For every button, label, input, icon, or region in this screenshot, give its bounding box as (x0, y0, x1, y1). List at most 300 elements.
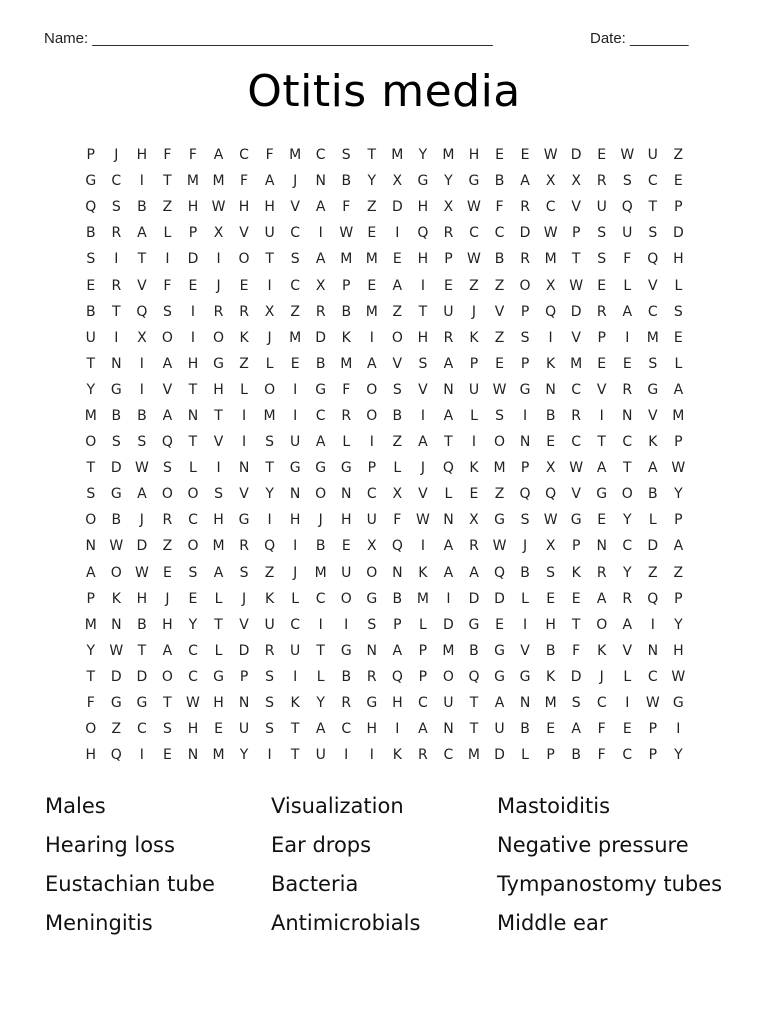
grid-letter[interactable]: R (622, 381, 633, 398)
grid-letter[interactable]: E (673, 329, 683, 346)
grid-letter[interactable]: D (443, 616, 454, 633)
grid-letter[interactable]: H (366, 721, 378, 738)
grid-letter[interactable]: I (241, 407, 247, 424)
grid-letter[interactable]: V (494, 303, 505, 320)
grid-letter[interactable]: Y (188, 616, 198, 633)
grid-letter[interactable]: W (109, 538, 124, 555)
grid-letter[interactable]: L (316, 668, 325, 685)
grid-letter[interactable]: T (86, 668, 96, 685)
grid-letter[interactable]: O (85, 434, 97, 451)
grid-letter[interactable]: N (443, 512, 454, 529)
grid-letter[interactable]: V (162, 381, 173, 398)
grid-letter[interactable]: S (86, 486, 96, 503)
grid-letter[interactable]: Z (239, 355, 249, 372)
grid-letter[interactable]: V (239, 225, 249, 242)
grid-letter[interactable]: M (365, 303, 378, 320)
grid-letter[interactable]: I (216, 460, 221, 477)
grid-letter[interactable]: S (673, 303, 683, 320)
grid-letter[interactable]: E (495, 147, 504, 164)
grid-letter[interactable]: L (674, 355, 683, 372)
grid-letter[interactable]: M (314, 564, 327, 581)
grid-letter[interactable]: R (443, 225, 454, 242)
grid-letter[interactable]: R (520, 251, 530, 268)
grid-letter[interactable]: M (442, 642, 455, 659)
grid-letter[interactable]: G (570, 512, 582, 529)
grid-letter[interactable]: W (671, 460, 686, 477)
grid-letter[interactable]: B (315, 355, 326, 372)
grid-letter[interactable]: L (521, 590, 529, 607)
grid-letter[interactable]: E (546, 434, 556, 451)
grid-letter[interactable]: Q (391, 538, 403, 555)
grid-letter[interactable]: F (163, 147, 172, 164)
grid-letter[interactable]: G (110, 486, 122, 503)
grid-letter[interactable]: M (340, 355, 353, 372)
grid-letter[interactable]: G (340, 642, 352, 659)
grid-letter[interactable]: J (318, 512, 323, 529)
grid-letter[interactable]: G (672, 695, 684, 712)
grid-letter[interactable]: I (139, 381, 144, 398)
grid-letter[interactable]: H (213, 512, 224, 529)
grid-letter[interactable]: Q (494, 564, 506, 581)
grid-letter[interactable]: X (137, 329, 147, 346)
grid-letter[interactable]: E (188, 590, 198, 607)
grid-letter[interactable]: A (315, 434, 326, 451)
grid-letter[interactable]: I (420, 407, 425, 424)
grid-letter[interactable]: I (293, 381, 298, 398)
grid-letter[interactable]: J (523, 538, 528, 555)
grid-letter[interactable]: Q (519, 486, 531, 503)
grid-letter[interactable]: Q (545, 303, 557, 320)
grid-letter[interactable]: I (318, 225, 323, 242)
grid-letter[interactable]: M (365, 251, 378, 268)
grid-letter[interactable]: O (494, 434, 506, 451)
grid-letter[interactable]: K (265, 590, 275, 607)
grid-letter[interactable]: P (418, 668, 428, 685)
grid-letter[interactable]: C (188, 668, 198, 685)
grid-letter[interactable]: C (315, 407, 326, 424)
grid-letter[interactable]: Q (264, 538, 276, 555)
grid-letter[interactable]: I (267, 277, 272, 294)
grid-letter[interactable]: W (134, 564, 149, 581)
grid-letter[interactable]: F (342, 381, 351, 398)
grid-letter[interactable]: V (571, 486, 581, 503)
grid-letter[interactable]: I (369, 329, 374, 346)
grid-letter[interactable]: L (189, 460, 197, 477)
grid-letter[interactable]: R (520, 199, 530, 216)
grid-letter[interactable]: Z (494, 486, 505, 503)
grid-letter[interactable]: O (187, 486, 199, 503)
grid-letter[interactable]: U (647, 147, 658, 164)
grid-letter[interactable]: I (523, 407, 528, 424)
grid-letter[interactable]: W (134, 460, 149, 477)
grid-letter[interactable]: N (443, 721, 454, 738)
grid-letter[interactable]: G (110, 695, 122, 712)
grid-letter[interactable]: T (137, 251, 147, 268)
grid-letter[interactable]: D (519, 225, 531, 242)
grid-letter[interactable]: S (367, 616, 377, 633)
grid-letter[interactable]: C (417, 695, 428, 712)
grid-letter[interactable]: G (647, 381, 659, 398)
grid-letter[interactable]: I (650, 616, 655, 633)
grid-letter[interactable]: D (315, 329, 327, 346)
grid-letter[interactable]: H (136, 590, 148, 607)
grid-letter[interactable]: O (366, 564, 378, 581)
grid-letter[interactable]: I (190, 303, 196, 320)
grid-letter[interactable]: N (187, 747, 199, 764)
grid-letter[interactable]: H (468, 147, 480, 164)
grid-letter[interactable]: T (188, 434, 198, 451)
grid-letter[interactable]: N (392, 564, 403, 581)
grid-letter[interactable]: S (265, 721, 275, 738)
grid-letter[interactable]: P (597, 329, 606, 346)
grid-letter[interactable]: B (137, 407, 147, 424)
grid-letter[interactable]: V (520, 642, 530, 659)
grid-letter[interactable]: K (469, 460, 479, 477)
grid-letter[interactable]: G (213, 355, 224, 372)
grid-letter[interactable]: J (293, 564, 298, 581)
grid-letter[interactable]: G (417, 173, 429, 190)
grid-letter[interactable]: B (315, 538, 326, 555)
grid-letter[interactable]: W (671, 668, 686, 685)
grid-letter[interactable]: O (85, 721, 97, 738)
grid-letter[interactable]: T (163, 173, 172, 190)
grid-letter[interactable]: O (315, 486, 327, 503)
grid-letter[interactable]: C (647, 303, 658, 320)
grid-letter[interactable]: O (621, 486, 633, 503)
grid-letter[interactable]: T (214, 407, 223, 424)
grid-letter[interactable]: K (597, 642, 607, 659)
grid-letter[interactable]: I (344, 747, 349, 764)
grid-letter[interactable]: V (418, 381, 428, 398)
grid-letter[interactable]: A (571, 721, 581, 738)
grid-letter[interactable]: O (391, 329, 403, 346)
grid-letter[interactable]: E (597, 512, 607, 529)
grid-letter[interactable]: L (470, 407, 478, 424)
grid-letter[interactable]: Y (674, 747, 683, 764)
grid-letter[interactable]: K (469, 329, 479, 346)
grid-letter[interactable]: U (85, 329, 96, 346)
grid-letter[interactable]: E (367, 277, 377, 294)
grid-letter[interactable]: W (211, 199, 226, 216)
grid-letter[interactable]: S (137, 434, 147, 451)
grid-letter[interactable]: A (137, 225, 147, 242)
grid-letter[interactable]: N (111, 616, 122, 633)
grid-letter[interactable]: X (469, 512, 479, 529)
grid-letter[interactable]: T (163, 695, 172, 712)
grid-letter[interactable]: C (494, 225, 505, 242)
grid-letter[interactable]: O (519, 277, 531, 294)
grid-letter[interactable]: T (112, 303, 121, 320)
grid-letter[interactable]: Y (418, 147, 428, 164)
grid-letter[interactable]: B (520, 564, 530, 581)
grid-letter[interactable]: E (188, 277, 198, 294)
grid-letter[interactable]: X (443, 199, 454, 216)
grid-letter[interactable]: K (571, 564, 581, 581)
grid-letter[interactable]: O (161, 668, 173, 685)
date-field-label[interactable]: Date: _______ (590, 30, 689, 47)
grid-letter[interactable]: P (571, 538, 581, 555)
grid-letter[interactable]: I (369, 434, 374, 451)
grid-letter[interactable]: S (622, 173, 632, 190)
grid-letter[interactable]: G (468, 173, 480, 190)
grid-letter[interactable]: U (238, 721, 250, 738)
grid-letter[interactable]: M (570, 355, 583, 372)
grid-letter[interactable]: O (187, 538, 199, 555)
grid-letter[interactable]: A (418, 434, 428, 451)
grid-letter[interactable]: B (341, 668, 352, 685)
grid-letter[interactable]: V (648, 407, 658, 424)
grid-letter[interactable]: H (673, 642, 684, 659)
grid-letter[interactable]: D (136, 668, 148, 685)
grid-letter[interactable]: S (418, 355, 428, 372)
grid-letter[interactable]: Z (264, 564, 275, 581)
grid-letter[interactable]: C (596, 695, 607, 712)
grid-letter[interactable]: T (648, 199, 658, 216)
grid-letter[interactable]: H (213, 381, 224, 398)
grid-letter[interactable]: I (267, 512, 272, 529)
grid-letter[interactable]: Z (290, 303, 300, 320)
grid-letter[interactable]: C (571, 381, 582, 398)
grid-letter[interactable]: S (265, 695, 275, 712)
grid-letter[interactable]: A (392, 642, 403, 659)
grid-letter[interactable]: F (597, 721, 606, 738)
grid-letter[interactable]: G (519, 668, 531, 685)
grid-letter[interactable]: R (239, 303, 249, 320)
grid-letter[interactable]: C (622, 747, 633, 764)
grid-letter[interactable]: C (622, 538, 633, 555)
grid-letter[interactable]: C (188, 512, 198, 529)
grid-letter[interactable]: T (86, 460, 96, 477)
grid-letter[interactable]: T (571, 251, 581, 268)
grid-letter[interactable]: P (469, 355, 479, 372)
grid-letter[interactable]: N (443, 381, 454, 398)
grid-letter[interactable]: G (289, 460, 301, 477)
grid-letter[interactable]: S (341, 147, 351, 164)
grid-letter[interactable]: Q (621, 199, 633, 216)
grid-letter[interactable]: C (290, 277, 301, 294)
grid-letter[interactable]: D (110, 460, 122, 477)
grid-letter[interactable]: C (239, 147, 249, 164)
grid-letter[interactable]: F (495, 199, 504, 216)
grid-letter[interactable]: D (570, 668, 582, 685)
grid-letter[interactable]: I (446, 590, 451, 607)
grid-letter[interactable]: W (645, 695, 660, 712)
grid-letter[interactable]: I (369, 747, 374, 764)
grid-letter[interactable]: C (647, 668, 658, 685)
grid-letter[interactable]: K (290, 695, 300, 712)
grid-letter[interactable]: C (571, 434, 582, 451)
grid-letter[interactable]: Q (647, 590, 659, 607)
grid-letter[interactable]: G (494, 512, 505, 529)
grid-letter[interactable]: S (265, 668, 275, 685)
grid-letter[interactable]: X (545, 173, 556, 190)
grid-letter[interactable]: G (366, 590, 378, 607)
grid-letter[interactable]: F (86, 695, 95, 712)
grid-letter[interactable]: Q (136, 303, 148, 320)
grid-letter[interactable]: T (290, 747, 300, 764)
grid-letter[interactable]: W (109, 642, 124, 659)
grid-letter[interactable]: N (622, 407, 633, 424)
grid-letter[interactable]: W (467, 199, 481, 216)
grid-letter[interactable]: I (523, 616, 528, 633)
grid-letter[interactable]: A (443, 355, 454, 372)
grid-letter[interactable]: H (289, 512, 301, 529)
grid-letter[interactable]: D (110, 668, 122, 685)
grid-letter[interactable]: V (239, 486, 249, 503)
grid-letter[interactable]: I (420, 538, 425, 555)
grid-letter[interactable]: J (216, 277, 221, 294)
grid-letter[interactable]: R (162, 512, 173, 529)
grid-letter[interactable]: K (392, 747, 402, 764)
grid-letter[interactable]: P (86, 590, 95, 607)
grid-letter[interactable]: J (599, 668, 604, 685)
grid-letter[interactable]: U (494, 721, 505, 738)
grid-letter[interactable]: I (599, 407, 604, 424)
grid-letter[interactable]: P (444, 251, 453, 268)
grid-letter[interactable]: G (85, 173, 97, 190)
grid-letter[interactable]: L (674, 277, 683, 294)
grid-letter[interactable]: C (188, 642, 198, 659)
grid-letter[interactable]: H (213, 695, 224, 712)
grid-letter[interactable]: L (444, 486, 453, 503)
grid-letter[interactable]: N (289, 486, 301, 503)
grid-letter[interactable]: K (239, 329, 249, 346)
grid-letter[interactable]: B (494, 173, 505, 190)
grid-letter[interactable]: M (212, 538, 225, 555)
grid-letter[interactable]: V (648, 277, 658, 294)
grid-letter[interactable]: E (495, 355, 504, 372)
grid-letter[interactable]: V (571, 329, 581, 346)
grid-letter[interactable]: M (467, 747, 481, 764)
grid-letter[interactable]: Q (391, 668, 403, 685)
grid-letter[interactable]: G (340, 460, 352, 477)
grid-letter[interactable]: H (264, 199, 275, 216)
grid-letter[interactable]: T (290, 721, 300, 738)
grid-letter[interactable]: M (263, 407, 276, 424)
grid-letter[interactable]: E (546, 590, 556, 607)
grid-letter[interactable]: S (520, 329, 530, 346)
grid-letter[interactable]: A (264, 173, 275, 190)
grid-letter[interactable]: U (622, 225, 633, 242)
grid-letter[interactable]: L (648, 512, 657, 529)
grid-letter[interactable]: C (136, 721, 147, 738)
grid-letter[interactable]: T (469, 695, 479, 712)
grid-letter[interactable]: Y (622, 512, 632, 529)
grid-letter[interactable]: S (597, 225, 607, 242)
grid-letter[interactable]: O (110, 564, 122, 581)
grid-letter[interactable]: B (392, 590, 403, 607)
grid-letter[interactable]: Q (417, 225, 429, 242)
grid-letter[interactable]: Q (161, 434, 173, 451)
grid-letter[interactable]: G (468, 616, 480, 633)
grid-letter[interactable]: I (165, 251, 170, 268)
grid-letter[interactable]: S (239, 564, 249, 581)
grid-letter[interactable]: F (188, 147, 197, 164)
grid-letter[interactable]: B (648, 486, 658, 503)
grid-letter[interactable]: Z (494, 277, 505, 294)
grid-letter[interactable]: I (293, 407, 298, 424)
grid-letter[interactable]: D (238, 642, 250, 659)
grid-letter[interactable]: A (315, 251, 326, 268)
grid-letter[interactable]: B (494, 251, 505, 268)
grid-letter[interactable]: N (519, 695, 531, 712)
grid-letter[interactable]: T (469, 721, 479, 738)
grid-letter[interactable]: G (238, 512, 250, 529)
grid-letter[interactable]: W (620, 147, 635, 164)
grid-letter[interactable]: E (290, 355, 300, 372)
grid-letter[interactable]: R (366, 668, 377, 685)
grid-letter[interactable]: N (238, 460, 250, 477)
grid-letter[interactable]: P (674, 512, 683, 529)
grid-letter[interactable]: B (111, 512, 122, 529)
grid-letter[interactable]: E (597, 277, 607, 294)
grid-letter[interactable]: M (340, 251, 353, 268)
grid-letter[interactable]: Q (647, 251, 659, 268)
grid-letter[interactable]: Y (674, 486, 683, 503)
grid-letter[interactable]: P (520, 303, 530, 320)
grid-letter[interactable]: A (418, 721, 428, 738)
grid-letter[interactable]: Y (316, 695, 325, 712)
grid-letter[interactable]: Z (673, 147, 684, 164)
grid-letter[interactable]: T (622, 460, 632, 477)
grid-letter[interactable]: V (213, 434, 224, 451)
grid-letter[interactable]: J (165, 590, 170, 607)
grid-letter[interactable]: E (444, 277, 453, 294)
grid-letter[interactable]: K (648, 434, 658, 451)
grid-letter[interactable]: K (546, 668, 556, 685)
grid-letter[interactable]: S (290, 251, 300, 268)
grid-letter[interactable]: C (315, 590, 326, 607)
grid-letter[interactable]: Y (86, 642, 96, 659)
grid-letter[interactable]: G (315, 381, 327, 398)
grid-letter[interactable]: S (111, 434, 121, 451)
grid-letter[interactable]: P (546, 747, 555, 764)
grid-letter[interactable]: G (494, 668, 505, 685)
grid-letter[interactable]: Q (545, 486, 557, 503)
grid-letter[interactable]: C (622, 434, 633, 451)
grid-letter[interactable]: D (672, 225, 684, 242)
grid-letter[interactable]: U (290, 434, 301, 451)
grid-letter[interactable]: G (315, 460, 327, 477)
grid-letter[interactable]: C (469, 225, 479, 242)
grid-letter[interactable]: E (162, 564, 172, 581)
grid-letter[interactable]: A (648, 460, 658, 477)
grid-letter[interactable]: B (85, 225, 96, 242)
grid-letter[interactable]: R (596, 303, 607, 320)
grid-letter[interactable]: R (571, 407, 582, 424)
grid-letter[interactable]: W (569, 460, 584, 477)
grid-letter[interactable]: M (672, 407, 685, 424)
grid-letter[interactable]: A (494, 695, 505, 712)
grid-letter[interactable]: Y (622, 564, 632, 581)
grid-letter[interactable]: E (622, 721, 632, 738)
grid-letter[interactable]: C (647, 173, 658, 190)
grid-letter[interactable]: B (137, 199, 147, 216)
grid-letter[interactable]: E (597, 355, 607, 372)
grid-letter[interactable]: Z (366, 199, 377, 216)
grid-letter[interactable]: X (264, 303, 275, 320)
grid-letter[interactable]: M (212, 173, 225, 190)
grid-letter[interactable]: H (238, 199, 250, 216)
grid-letter[interactable]: N (596, 538, 607, 555)
grid-letter[interactable]: G (110, 381, 122, 398)
grid-letter[interactable]: U (596, 199, 607, 216)
grid-letter[interactable]: X (571, 173, 581, 190)
grid-letter[interactable]: E (495, 616, 504, 633)
grid-letter[interactable]: I (139, 355, 144, 372)
grid-letter[interactable]: L (240, 381, 248, 398)
grid-letter[interactable]: C (111, 173, 122, 190)
